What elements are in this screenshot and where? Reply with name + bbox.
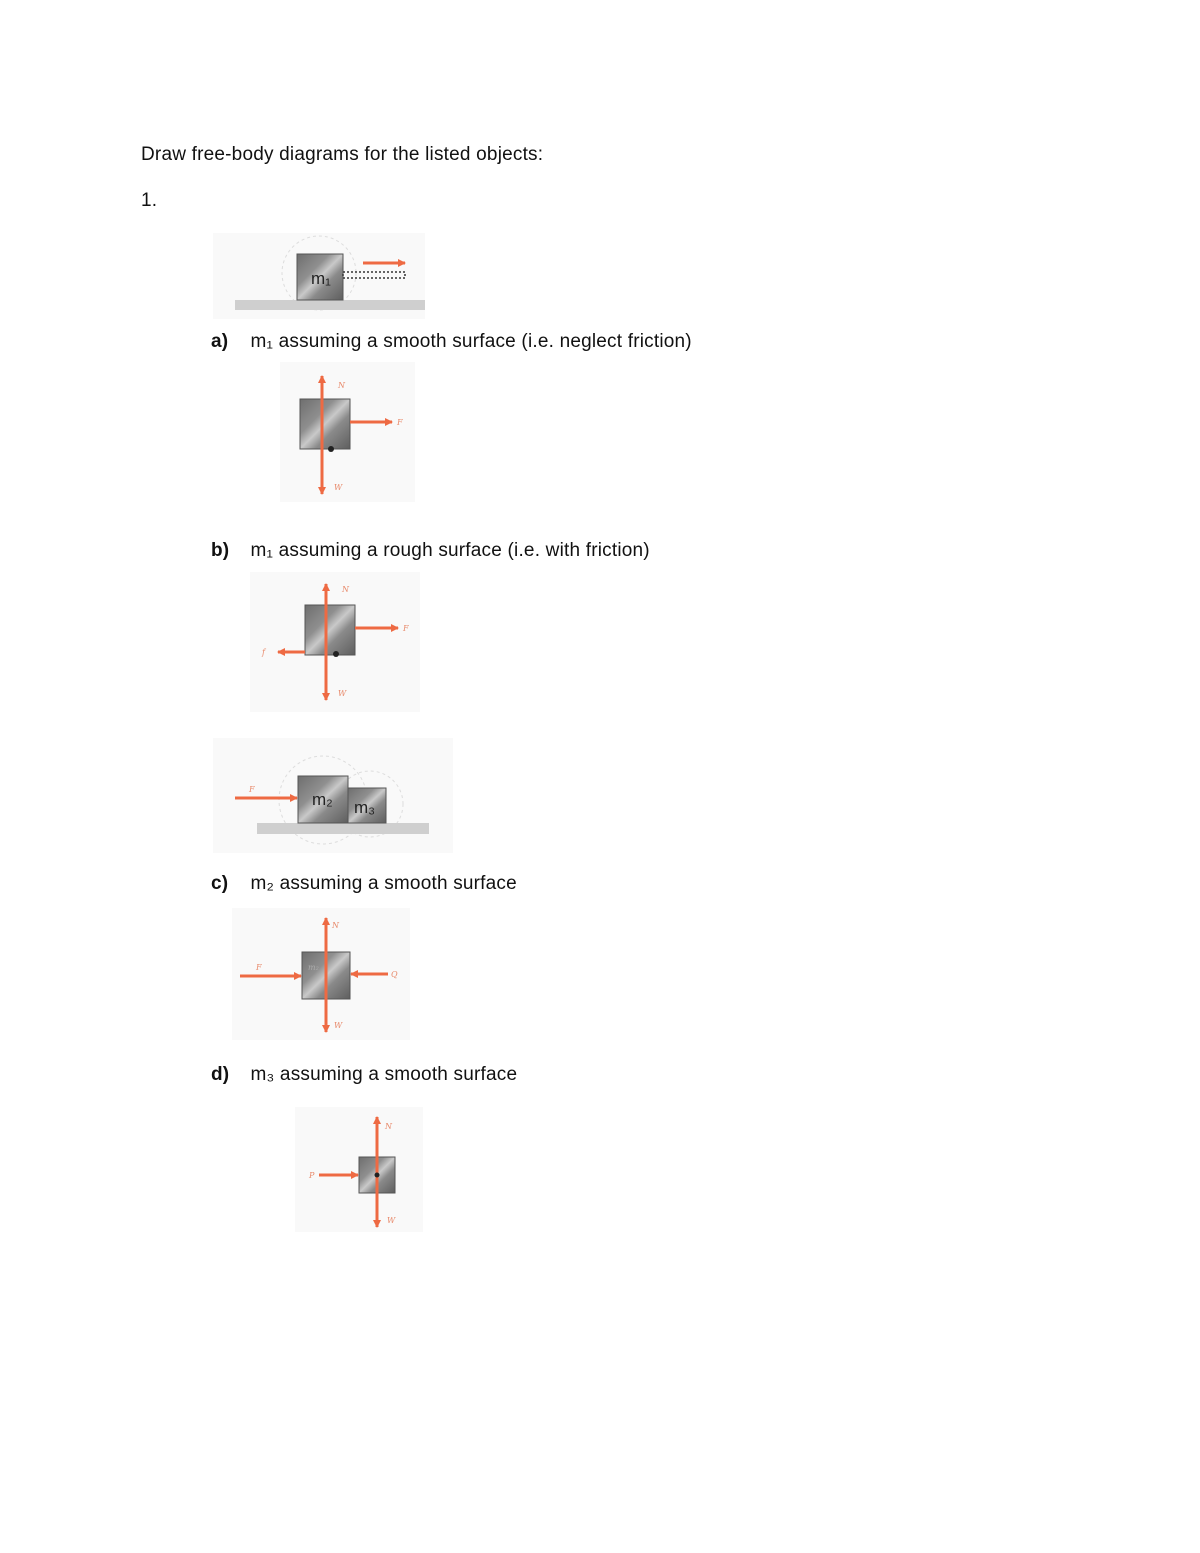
ground	[235, 300, 425, 310]
mass-label-m3: m₃	[354, 798, 376, 817]
fbd-a-svg	[280, 362, 415, 502]
fbd-b	[250, 572, 420, 712]
fbd-c-svg	[232, 908, 410, 1040]
fbd-d-svg	[295, 1107, 423, 1232]
fbd-c	[232, 908, 410, 1040]
figure-two-blocks-svg	[213, 738, 453, 853]
item-b-text: m₁ assuming a rough surface (i.e. with friction)	[250, 540, 650, 561]
item-a	[211, 331, 692, 353]
ground	[257, 823, 429, 834]
label-w: W	[338, 689, 347, 698]
item-d	[211, 1064, 517, 1086]
label-friction: f	[262, 648, 265, 657]
label-w: W	[334, 483, 343, 492]
item-c-label: c)	[211, 873, 229, 894]
mass-label-m2: m₂	[312, 790, 333, 809]
label-w: W	[334, 1021, 343, 1030]
problem-number: 1.	[141, 190, 158, 211]
item-c	[211, 873, 517, 895]
label-n: N	[342, 585, 349, 594]
item-a-label: a)	[211, 331, 229, 352]
label-n: N	[338, 381, 345, 390]
fbd-a	[280, 362, 415, 502]
block	[300, 399, 350, 449]
label-block: m₂	[308, 963, 319, 972]
item-d-text: m₃ assuming a smooth surface	[250, 1064, 518, 1085]
label-q: Q	[391, 970, 398, 979]
item-d-label: d)	[211, 1064, 230, 1085]
item-c-text: m₂ assuming a smooth surface	[250, 873, 517, 894]
label-f: F	[397, 418, 403, 427]
figure-two-blocks	[213, 738, 453, 853]
block	[305, 605, 355, 655]
heading: Draw free-body diagrams for the listed objects:	[141, 144, 544, 165]
fbd-b-svg	[250, 572, 420, 712]
label-w: W	[387, 1216, 396, 1225]
item-b	[211, 540, 650, 562]
label-p: P	[309, 1171, 315, 1180]
label-n: N	[385, 1122, 392, 1131]
fbd-d	[295, 1107, 423, 1232]
figure-block-on-surface	[213, 233, 425, 319]
label-push: F	[249, 785, 255, 794]
mass-label-m1: m₁	[311, 269, 331, 288]
label-f: F	[256, 963, 262, 972]
label-n: N	[332, 921, 339, 930]
label-f: F	[403, 624, 409, 633]
item-b-label: b)	[211, 540, 230, 561]
item-a-text: m₁ assuming a smooth surface (i.e. neglect friction)	[250, 331, 692, 352]
